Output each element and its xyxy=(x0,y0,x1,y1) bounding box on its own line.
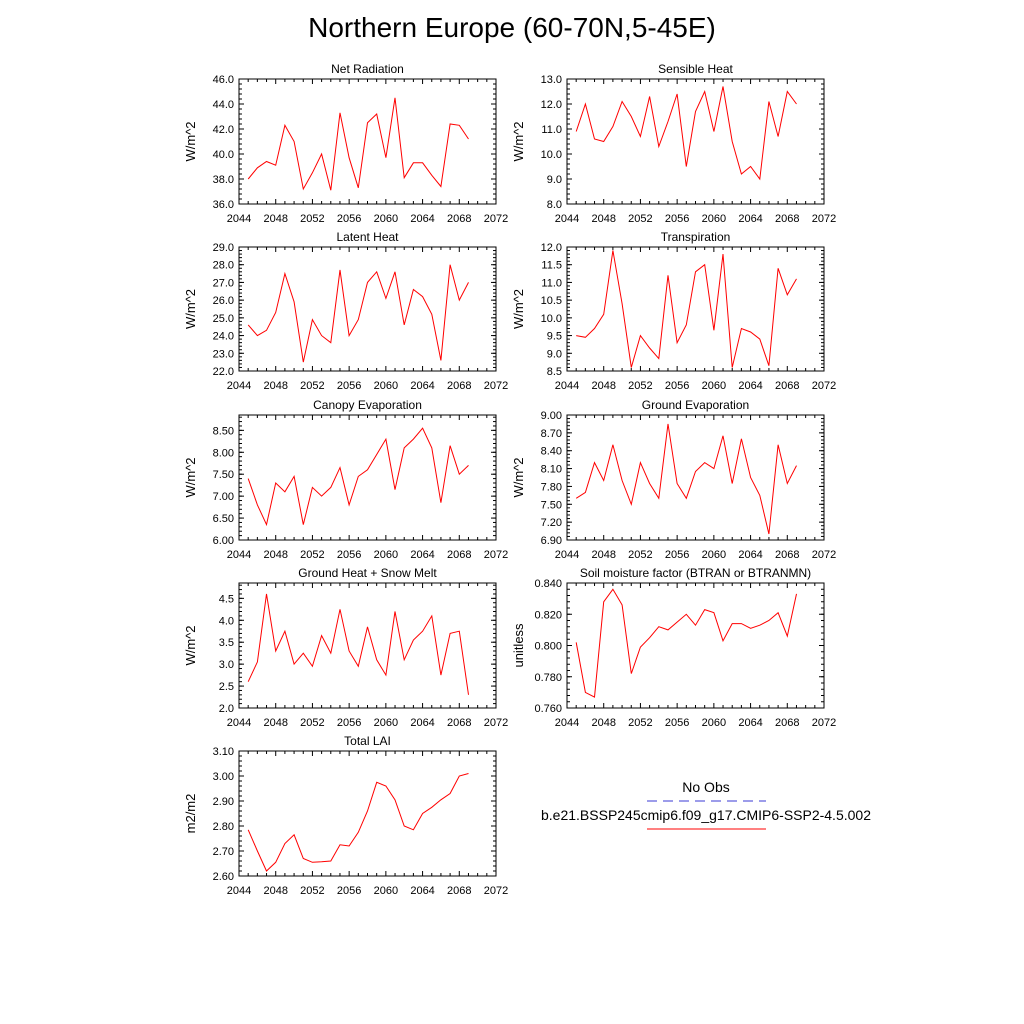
chart-title: Net Radiation xyxy=(331,62,404,76)
x-tick-label: 2052 xyxy=(628,213,653,225)
chart-panel-9 xyxy=(183,734,508,897)
x-tick-label: 2044 xyxy=(226,213,252,225)
x-tick-label: 2072 xyxy=(483,549,509,561)
y-tick-label: 10.0 xyxy=(540,149,562,161)
x-tick-label: 2064 xyxy=(410,380,435,392)
x-tick-label: 2068 xyxy=(447,885,472,897)
series-line xyxy=(248,594,468,695)
x-tick-label: 2056 xyxy=(336,885,362,897)
y-tick-label: 46.0 xyxy=(212,74,234,86)
x-tick-label: 2072 xyxy=(483,885,509,897)
x-tick-label: 2052 xyxy=(628,717,653,729)
y-tick-label: 8.50 xyxy=(212,425,234,438)
x-tick-label: 2056 xyxy=(336,380,362,392)
chart-title: Canopy Evaporation xyxy=(313,398,422,412)
chart-title: Ground Heat + Snow Melt xyxy=(298,566,437,580)
x-tick-label: 2052 xyxy=(300,885,325,897)
chart-panel-6 xyxy=(511,398,836,561)
x-tick-label: 2056 xyxy=(336,213,362,225)
x-tick-label: 2044 xyxy=(554,213,580,225)
y-tick-label: 7.80 xyxy=(540,481,562,494)
chart-title: Total LAI xyxy=(344,734,391,748)
series-line xyxy=(248,98,468,190)
y-tick-label: 8.10 xyxy=(540,463,562,476)
x-tick-label: 2048 xyxy=(263,213,288,225)
x-tick-label: 2044 xyxy=(226,549,252,561)
x-tick-label: 2056 xyxy=(336,717,362,729)
y-tick-label: 8.00 xyxy=(212,447,234,460)
chart-panel-3 xyxy=(183,230,508,392)
y-tick-label: 6.00 xyxy=(212,535,234,547)
series-line xyxy=(248,774,468,872)
chart-panel-7 xyxy=(183,566,508,729)
y-tick-label: 42.0 xyxy=(212,124,234,136)
y-tick-label: 8.5 xyxy=(546,366,562,378)
y-tick-label: 12.0 xyxy=(540,99,562,111)
x-tick-label: 2044 xyxy=(554,717,580,729)
y-axis-label: unitless xyxy=(511,623,526,668)
y-tick-label: 9.00 xyxy=(540,410,562,422)
y-tick-label: 0.820 xyxy=(534,609,562,622)
x-tick-label: 2064 xyxy=(410,885,435,897)
x-tick-label: 2072 xyxy=(483,717,509,729)
y-tick-label: 2.90 xyxy=(212,796,234,808)
y-tick-label: 28.0 xyxy=(212,259,234,272)
x-tick-label: 2048 xyxy=(263,717,288,729)
y-tick-label: 12.0 xyxy=(540,242,562,254)
y-tick-label: 9.0 xyxy=(546,348,562,361)
series-line xyxy=(576,424,796,534)
y-tick-label: 13.0 xyxy=(540,74,562,86)
y-tick-label: 7.50 xyxy=(540,499,562,512)
chart-title: Latent Heat xyxy=(336,230,399,244)
series-line xyxy=(576,87,796,180)
x-tick-label: 2056 xyxy=(336,549,362,561)
y-tick-label: 40.0 xyxy=(212,149,234,161)
x-tick-label: 2060 xyxy=(373,549,399,561)
x-tick-label: 2056 xyxy=(664,717,690,729)
x-tick-label: 2064 xyxy=(738,213,763,225)
x-tick-label: 2072 xyxy=(483,213,509,225)
x-tick-label: 2068 xyxy=(447,717,472,729)
x-tick-label: 2048 xyxy=(591,213,616,225)
y-tick-label: 6.90 xyxy=(540,535,562,547)
x-tick-label: 2068 xyxy=(775,380,800,392)
y-tick-label: 36.0 xyxy=(212,199,234,211)
x-tick-label: 2052 xyxy=(300,549,325,561)
y-tick-label: 0.800 xyxy=(534,640,562,653)
y-tick-label: 0.760 xyxy=(534,703,562,715)
y-tick-label: 4.5 xyxy=(218,593,234,606)
plot-frame xyxy=(239,415,496,540)
y-axis-label: W/m^2 xyxy=(511,121,526,162)
plot-frame xyxy=(239,583,496,708)
x-tick-label: 2064 xyxy=(410,549,435,561)
x-tick-label: 2068 xyxy=(447,549,472,561)
x-tick-label: 2048 xyxy=(591,380,616,392)
series-line xyxy=(576,251,796,368)
x-tick-label: 2052 xyxy=(628,380,653,392)
x-tick-label: 2072 xyxy=(483,380,509,392)
y-axis-label: W/m^2 xyxy=(183,625,198,666)
y-tick-label: 7.20 xyxy=(540,517,562,530)
x-tick-label: 2068 xyxy=(775,549,800,561)
y-tick-label: 7.00 xyxy=(212,491,234,504)
y-tick-label: 8.0 xyxy=(546,199,562,211)
x-tick-label: 2048 xyxy=(263,380,288,392)
x-tick-label: 2044 xyxy=(226,717,252,729)
x-tick-label: 2056 xyxy=(664,213,690,225)
x-tick-label: 2072 xyxy=(811,717,837,729)
y-tick-label: 2.70 xyxy=(212,846,234,858)
chart-panels xyxy=(183,62,836,897)
y-tick-label: 11.5 xyxy=(541,259,562,272)
y-tick-label: 10.5 xyxy=(540,295,562,308)
y-tick-label: 7.50 xyxy=(212,469,234,482)
y-tick-label: 8.70 xyxy=(540,427,562,440)
x-tick-label: 2044 xyxy=(226,380,252,392)
x-tick-label: 2064 xyxy=(738,717,763,729)
plot-frame xyxy=(567,79,824,204)
x-tick-label: 2048 xyxy=(263,549,288,561)
y-tick-label: 2.0 xyxy=(218,703,234,715)
y-tick-label: 22.0 xyxy=(212,366,234,378)
y-tick-label: 0.840 xyxy=(534,578,562,590)
plot-frame xyxy=(239,247,496,371)
series-line xyxy=(248,265,468,362)
y-tick-label: 8.40 xyxy=(540,445,562,458)
y-tick-label: 3.5 xyxy=(218,637,234,650)
x-tick-label: 2064 xyxy=(738,549,763,561)
x-tick-label: 2044 xyxy=(554,380,580,392)
x-tick-label: 2052 xyxy=(300,380,325,392)
chart-title: Transpiration xyxy=(660,230,731,244)
x-tick-label: 2048 xyxy=(263,885,288,897)
chart-panel-8 xyxy=(511,566,836,729)
x-tick-label: 2060 xyxy=(701,549,727,561)
plot-frame xyxy=(567,583,824,708)
x-tick-label: 2064 xyxy=(410,213,435,225)
x-tick-label: 2068 xyxy=(447,213,472,225)
x-tick-label: 2060 xyxy=(373,380,399,392)
x-tick-label: 2044 xyxy=(226,885,252,897)
x-tick-label: 2064 xyxy=(410,717,435,729)
y-axis-label: W/m^2 xyxy=(183,288,198,330)
y-tick-label: 26.0 xyxy=(212,295,234,308)
x-tick-label: 2068 xyxy=(775,213,800,225)
y-tick-label: 9.0 xyxy=(546,174,562,186)
y-axis-label: W/m^2 xyxy=(183,121,198,162)
x-tick-label: 2052 xyxy=(300,213,325,225)
series-line xyxy=(576,589,796,697)
chart-title: Sensible Heat xyxy=(658,62,733,76)
y-tick-label: 3.0 xyxy=(218,659,234,672)
y-tick-label: 11.0 xyxy=(541,277,562,290)
x-tick-label: 2060 xyxy=(373,885,399,897)
x-tick-label: 2048 xyxy=(591,549,616,561)
y-tick-label: 3.10 xyxy=(212,746,234,758)
y-tick-label: 38.0 xyxy=(212,174,234,186)
legend-model-label: b.e21.BSSP245cmip6.f09_g17.CMIP6-SSP2-4.5.002 xyxy=(541,807,871,823)
x-tick-label: 2060 xyxy=(373,213,399,225)
y-tick-label: 24.0 xyxy=(212,330,234,343)
y-tick-label: 3.00 xyxy=(212,771,234,783)
x-tick-label: 2060 xyxy=(373,717,399,729)
y-axis-label: W/m^2 xyxy=(511,288,526,330)
y-tick-label: 25.0 xyxy=(212,312,234,325)
y-tick-label: 11.0 xyxy=(541,124,562,136)
x-tick-label: 2044 xyxy=(554,549,580,561)
y-axis-label: W/m^2 xyxy=(183,457,198,498)
y-tick-label: 0.780 xyxy=(534,671,562,684)
y-tick-label: 2.80 xyxy=(212,821,234,833)
y-tick-label: 6.50 xyxy=(212,513,234,526)
figure-title: Northern Europe (60-70N,5-45E) xyxy=(308,12,716,43)
x-tick-label: 2052 xyxy=(628,549,653,561)
y-tick-label: 27.0 xyxy=(212,277,234,290)
x-tick-label: 2068 xyxy=(775,717,800,729)
x-tick-label: 2056 xyxy=(664,380,690,392)
series-line xyxy=(248,428,468,524)
y-tick-label: 4.0 xyxy=(218,615,234,628)
legend-obs-label: No Obs xyxy=(682,779,730,795)
plot-frame xyxy=(567,247,824,371)
chart-title: Soil moisture factor (BTRAN or BTRANMN) xyxy=(579,566,812,580)
x-tick-label: 2060 xyxy=(701,213,727,225)
chart-panel-5 xyxy=(183,398,508,561)
x-tick-label: 2060 xyxy=(701,380,727,392)
y-tick-label: 2.5 xyxy=(218,681,234,694)
chart-title: Ground Evaporation xyxy=(641,398,750,412)
x-tick-label: 2068 xyxy=(447,380,472,392)
y-axis-label: m2/m2 xyxy=(183,793,198,834)
x-tick-label: 2064 xyxy=(738,380,763,392)
plot-frame xyxy=(239,751,496,876)
x-tick-label: 2072 xyxy=(811,380,837,392)
plot-frame xyxy=(239,79,496,204)
y-tick-label: 29.0 xyxy=(212,242,234,254)
y-tick-label: 10.0 xyxy=(540,312,562,325)
y-tick-label: 23.0 xyxy=(212,348,234,361)
chart-panel-2 xyxy=(511,62,836,225)
x-tick-label: 2048 xyxy=(591,717,616,729)
y-tick-label: 9.5 xyxy=(546,330,562,343)
x-tick-label: 2072 xyxy=(811,549,837,561)
x-tick-label: 2052 xyxy=(300,717,325,729)
x-tick-label: 2060 xyxy=(701,717,727,729)
legend xyxy=(541,779,871,829)
chart-panel-4 xyxy=(511,230,836,392)
y-axis-label: W/m^2 xyxy=(511,457,526,498)
chart-panel-1 xyxy=(183,62,508,225)
x-tick-label: 2072 xyxy=(811,213,837,225)
y-tick-label: 2.60 xyxy=(212,871,234,883)
x-tick-label: 2056 xyxy=(664,549,690,561)
y-tick-label: 44.0 xyxy=(212,99,234,111)
